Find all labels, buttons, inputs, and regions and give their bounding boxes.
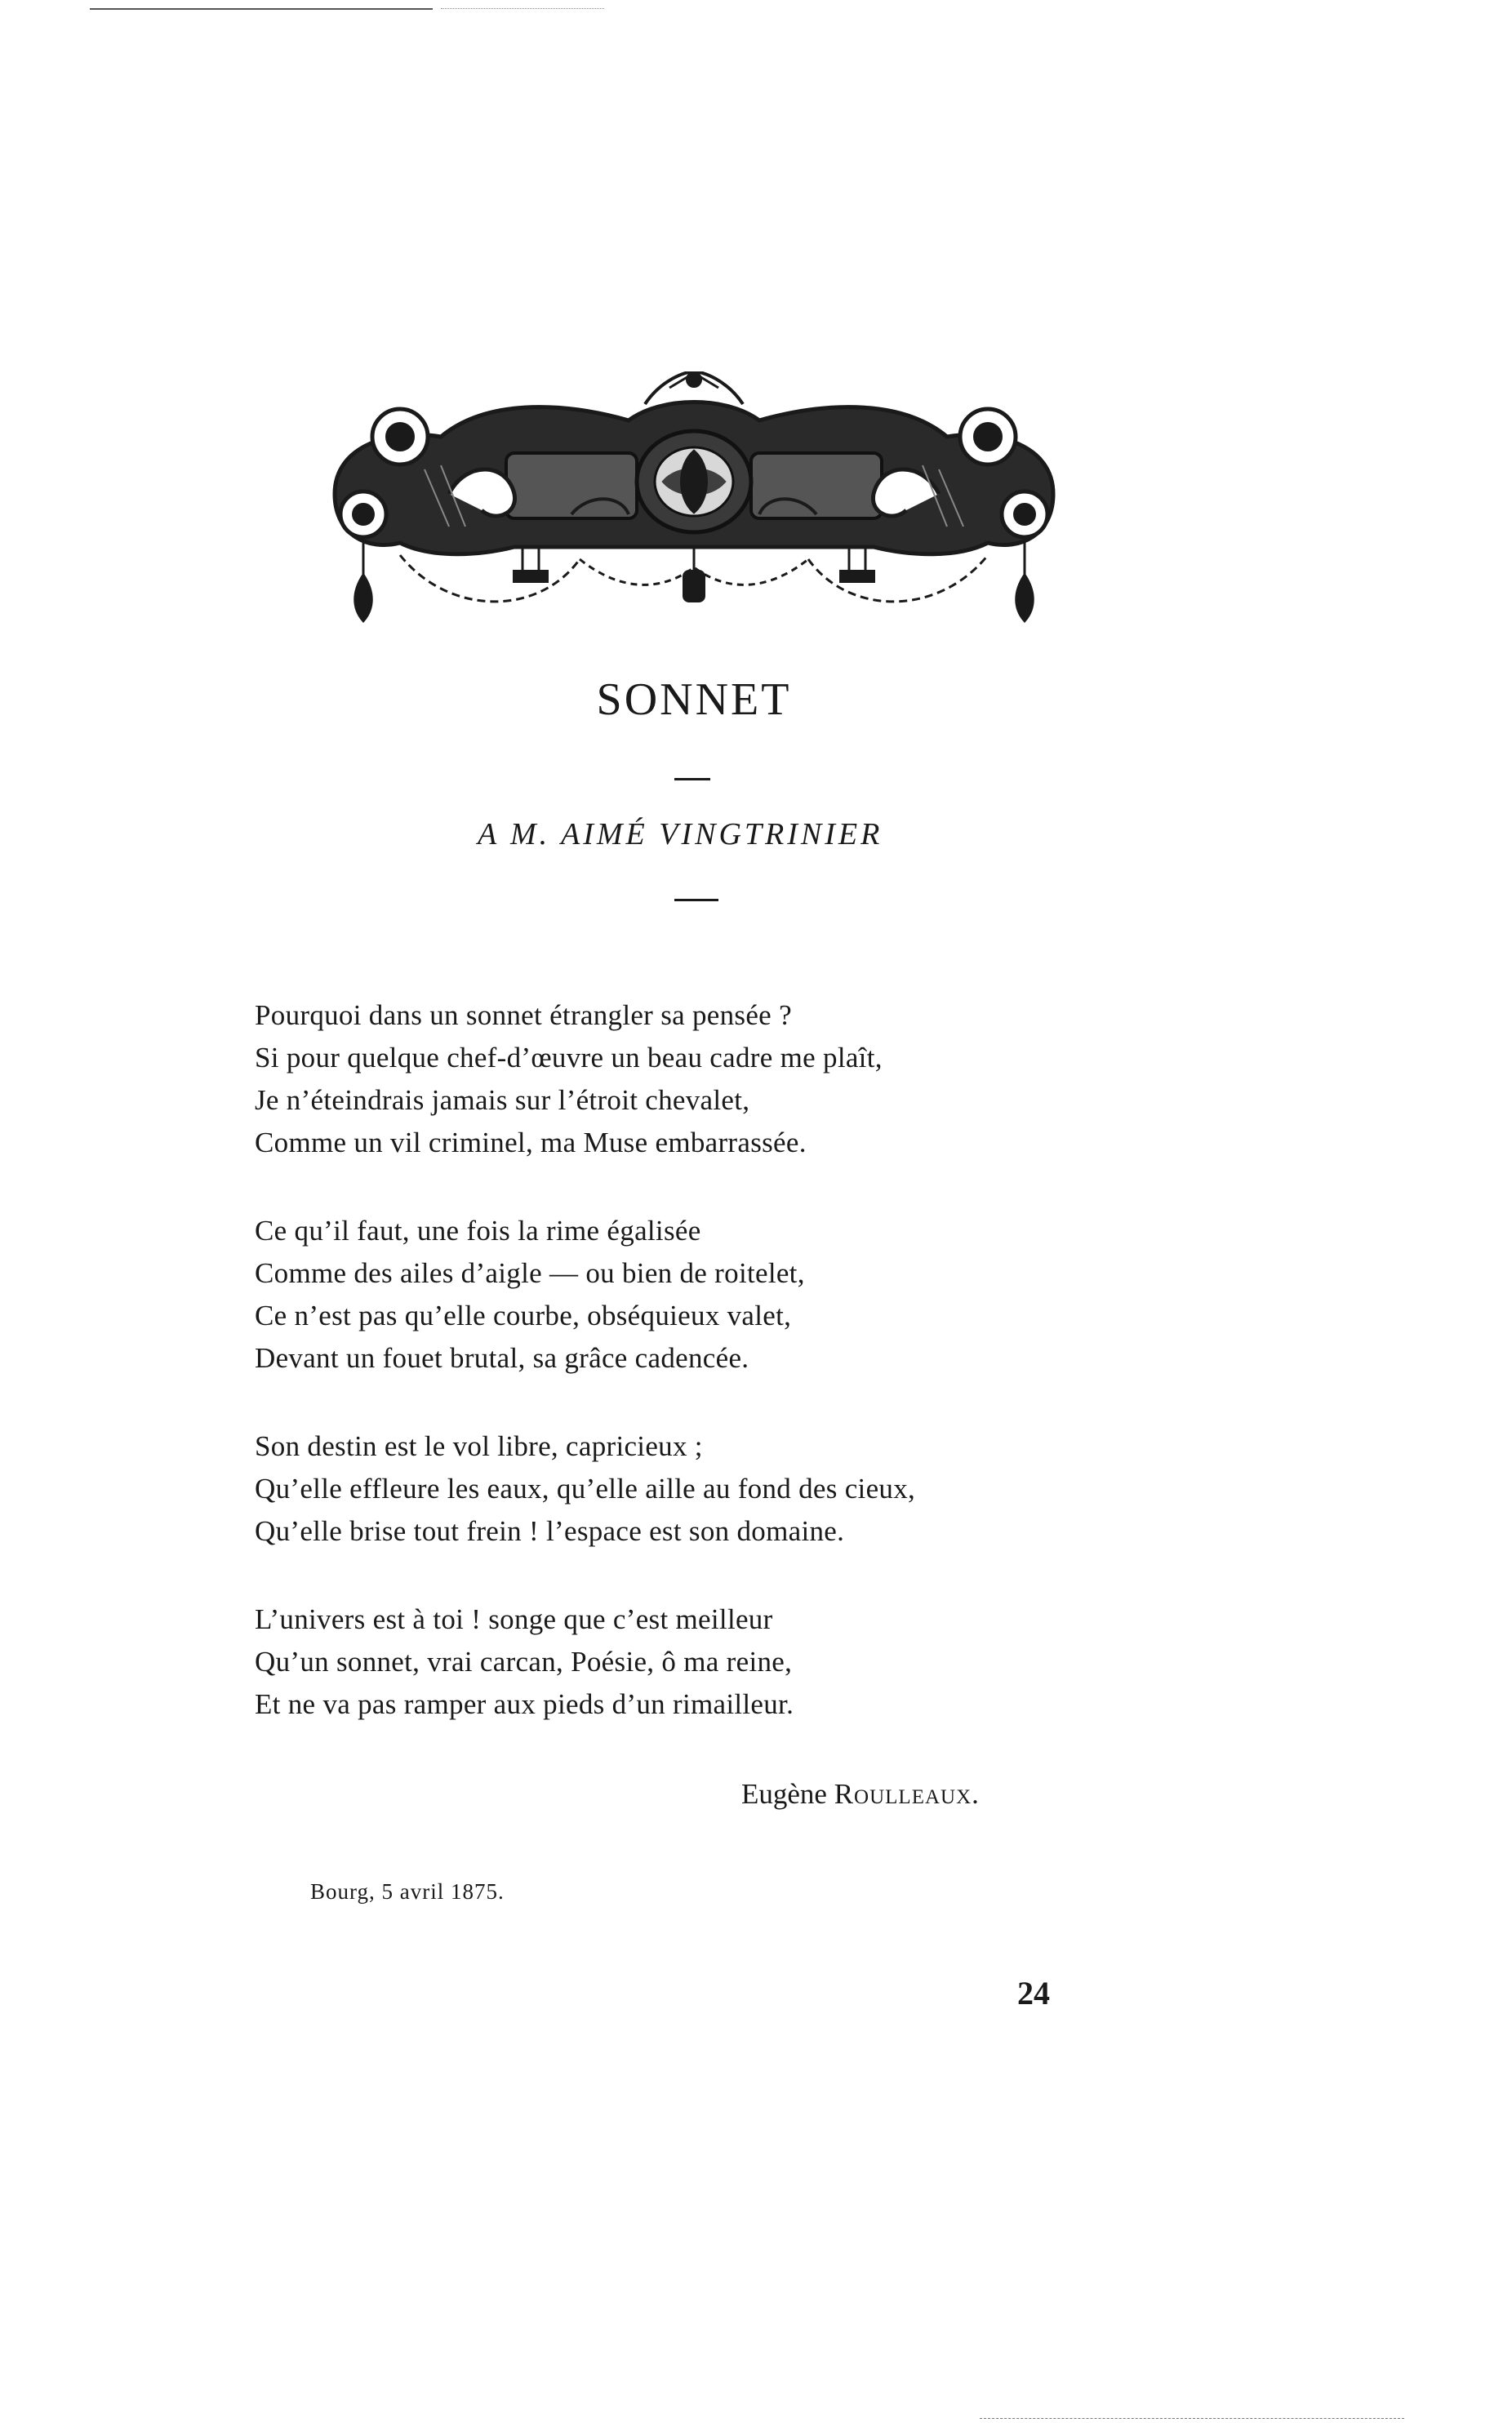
verse-line: Comme un vil criminel, ma Muse embarrassée. [255,1127,807,1158]
author-last-name: Roulleaux. [834,1778,980,1810]
verse-line: Comme des ailes d’aigle — ou bien de roitelet, [255,1257,805,1289]
dedication: A M. AIMÉ VINGTRINIER [478,817,883,851]
verse-line: Si pour quelque chef-d’œuvre un beau cadre me plaît, [255,1042,883,1074]
top-edge-dotted-rule [441,8,604,9]
dateline: Bourg, 5 avril 1875. [310,1879,505,1904]
verse-line: Ce qu’il faut, une fois la rime égalisée [255,1215,701,1247]
poem-title-text: SONNET [596,674,792,725]
stanza-3 [255,1425,915,1553]
verse-line: Pourquoi dans un sonnet étrangler sa pensée ? [255,999,792,1031]
top-edge-rule [90,8,433,10]
stanza-4 [255,1598,794,1726]
stanza-1 [255,994,883,1164]
page-number: 24 [1017,1975,1050,2011]
stanza-2 [255,1210,805,1380]
bottom-edge-rule [980,2418,1404,2419]
verse-line: Ce n’est pas qu’elle courbe, obséquieux valet, [255,1300,792,1331]
poem-title [0,673,1388,726]
author-signature [741,1778,980,1811]
verse-line: L’univers est à toi ! songe que c’est meilleur [255,1603,773,1635]
verse-line: Et ne va pas ramper aux pieds d’un rimailleur. [255,1688,794,1720]
verse-line: Son destin est le vol libre, capricieux ; [255,1430,703,1462]
verse-line: Devant un fouet brutal, sa grâce cadencée. [255,1342,749,1374]
verse-line: Qu’elle effleure les eaux, qu’elle aille au fond des cieux, [255,1473,916,1505]
dedication-separator-dash [674,899,718,901]
author-first-name: Eugène [741,1778,827,1810]
headpiece-ornament-icon [302,371,1086,633]
verse-line: Qu’elle brise tout frein ! l’espace est son domaine. [255,1515,845,1547]
title-separator-dash [674,778,710,780]
verse-line: Je n’éteindrais jamais sur l’étroit chevalet, [255,1084,750,1116]
verse-line: Qu’un sonnet, vrai carcan, Poésie, ô ma reine, [255,1646,793,1678]
